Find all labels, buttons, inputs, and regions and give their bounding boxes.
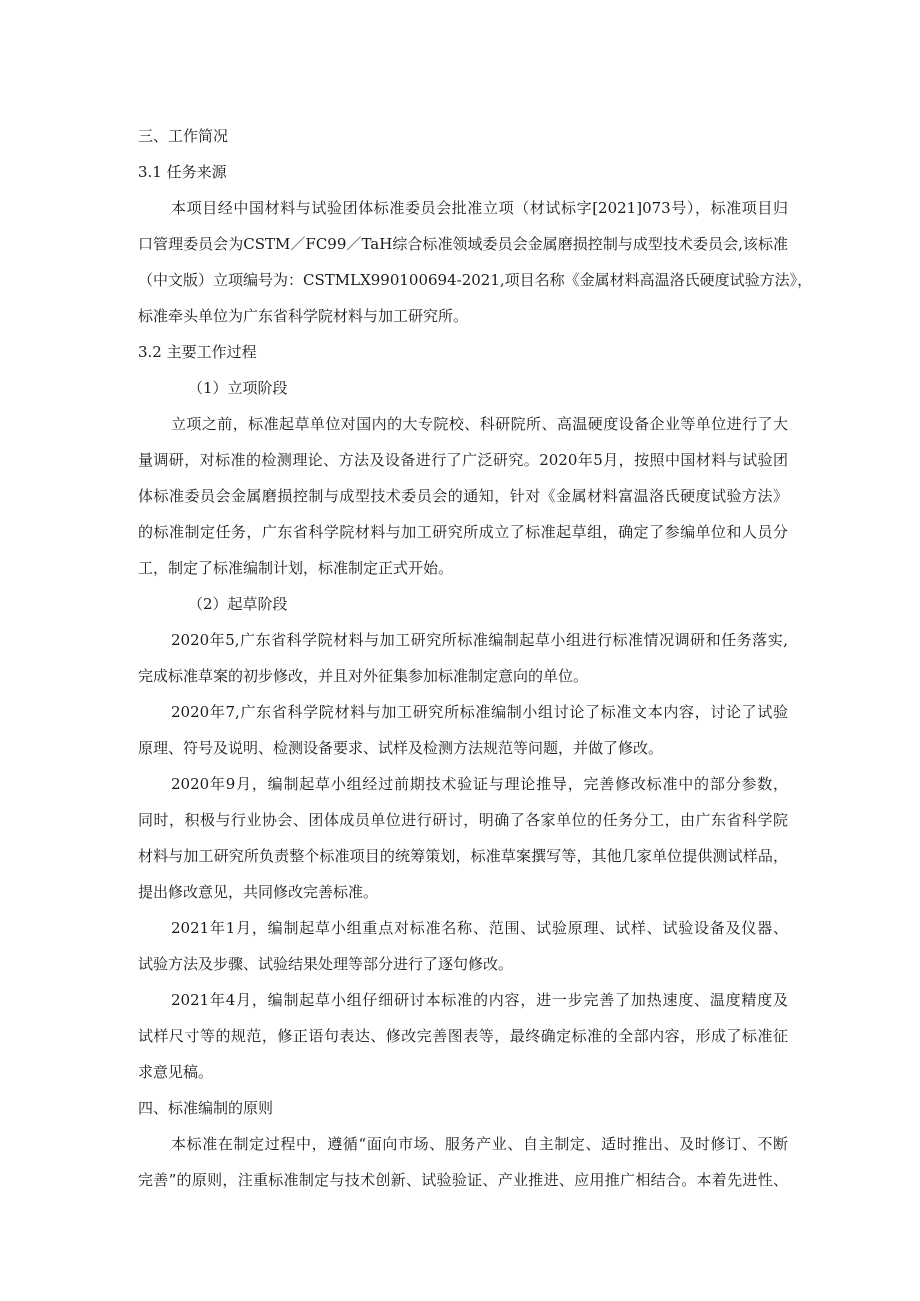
- paragraph-2021-4: [138, 986, 788, 1086]
- paragraph-line: 本项目经中国材料与试验团体标准委员会批准立项（材试标字[2021]073号），标准项目归: [171, 199, 788, 217]
- paragraph-line: 立项之前，标准起草单位对国内的大专院校、科研院所、高温硬度设备企业等单位进行了大: [171, 415, 788, 433]
- paragraph-2020-9: [138, 770, 788, 906]
- paragraph-line: 工，制定了标准编制计划，标准制定正式开始。: [138, 559, 454, 577]
- paragraph-line: 求意见稿。: [138, 1063, 214, 1081]
- paragraph-line: 量调研，对标准的检测理论、方法及设备进行了广泛研究。2020年5月，按照中国材料与试验团: [138, 451, 788, 469]
- paragraph-line: 2021年4月，编制起草小组仔细研讨本标准的内容，进一步完善了加热速度、温度精度及: [171, 991, 788, 1009]
- paragraph-line: 2020年7,广东省科学院材料与加工研究所标准编制小组讨论了标准文本内容，讨论了试验: [171, 703, 788, 721]
- paragraph-line: 试样尺寸等的规范，修正语句表达、修改完善图表等，最终确定标准的全部内容，形成了标准征: [138, 1027, 788, 1045]
- paragraph-line: 完善”的原则，注重标准制定与技术创新、试验验证、产业推进、应用推广相结合。本着先进性、: [138, 1171, 788, 1189]
- subsection-3-1-heading: 3.1 任务来源: [138, 163, 227, 181]
- paragraph-line: 口管理委员会为CSTM／FC99／TaH综合标准领域委员会金属磨损控制与成型技术委员会,该标准: [138, 235, 788, 253]
- paragraph-principles: [138, 1130, 788, 1194]
- paragraph-line: 2020年5,广东省科学院材料与加工研究所标准编制起草小组进行标准情况调研和任务落实,: [171, 631, 788, 649]
- section-4-heading: 四、标准编制的原则: [138, 1099, 274, 1117]
- paragraph-line: 材料与加工研究所负责整个标准项目的统筹策划，标准草案撰写等，其他几家单位提供测试样品，: [138, 847, 788, 865]
- paragraph-2020-7: [138, 698, 788, 762]
- paragraph-line: 本标准在制定过程中，遵循“面向市场、服务产业、自主制定、适时推出、及时修订、不断: [171, 1135, 788, 1153]
- paragraph-line: 2020年9月，编制起草小组经过前期技术验证与理论推导，完善修改标准中的部分参数，: [171, 775, 788, 793]
- paragraph-2021-1: [138, 914, 788, 978]
- stage-2-heading: （2）起草阶段: [188, 595, 288, 613]
- paragraph-line: 体标准委员会金属磨损控制与成型技术委员会的通知，针对《金属材料富温洛氏硬度试验方法》: [138, 487, 788, 505]
- document-body: [138, 122, 813, 1194]
- paragraph-line: 试验方法及步骤、试验结果处理等部分进行了逐句修改。: [138, 955, 514, 973]
- stage-1-heading: （1）立项阶段: [188, 379, 288, 397]
- paragraph-line: 的标准制定任务，广东省科学院材料与加工研究所成立了标准起草组，确定了参编单位和人员分: [138, 523, 788, 541]
- paragraph-task-source: [138, 194, 813, 330]
- paragraph-2020-5: [138, 626, 788, 690]
- paragraph-line: 2021年1月，编制起草小组重点对标准名称、范围、试验原理、试样、试验设备及仪器、: [171, 919, 788, 937]
- subsection-3-2-heading: 3.2 主要工作过程: [138, 343, 257, 361]
- paragraph-stage-1: [138, 410, 788, 582]
- paragraph-line: 标准牵头单位为广东省科学院材料与加工研究所。: [138, 307, 469, 325]
- paragraph-line: 完成标准草案的初步修改，并且对外征集参加标准制定意向的单位。: [138, 667, 589, 685]
- section-3-heading: 三、工作简况: [138, 127, 229, 145]
- paragraph-line: 原理、符号及说明、检测设备要求、试样及检测方法规范等问题，并做了修改。: [138, 739, 664, 757]
- paragraph-line: 同时，积极与行业协会、团体成员单位进行研讨，明确了各家单位的任务分工，由广东省科学院: [138, 811, 788, 829]
- paragraph-line: 提出修改意见，共同修改完善标准。: [138, 883, 379, 901]
- paragraph-line: （中文版）立项编号为：CSTMLX990100694-2021,项目名称《金属材料高温洛氏硬度试验方法》，: [138, 271, 813, 289]
